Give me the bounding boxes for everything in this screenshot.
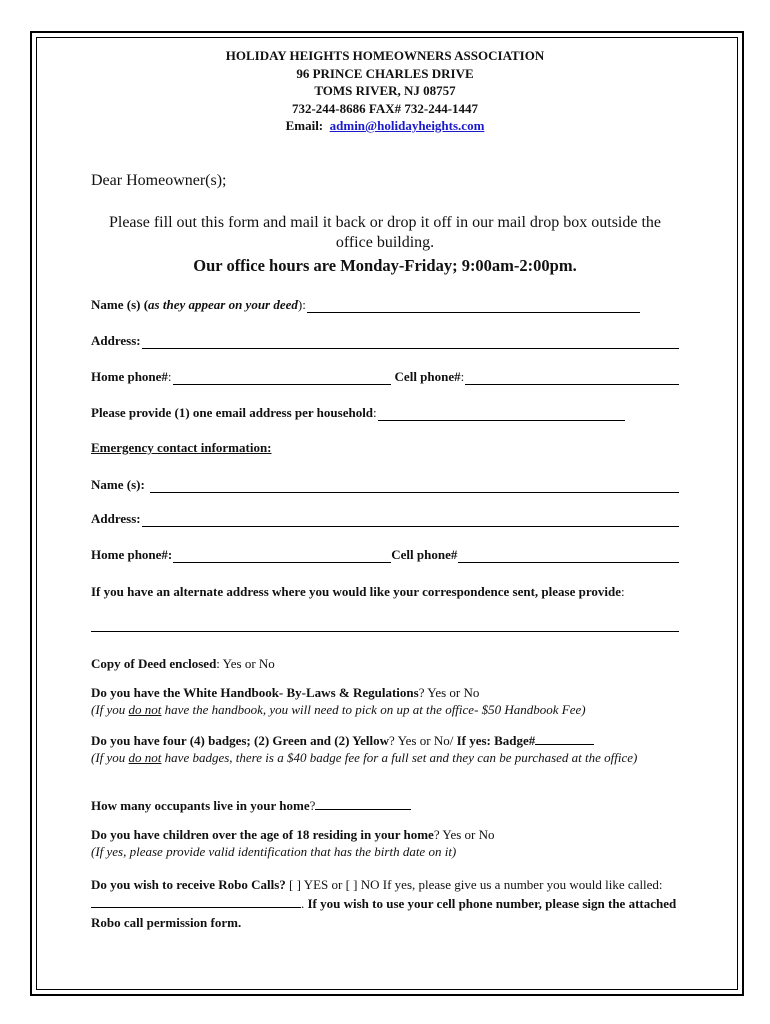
emergency-name-label: Name (s): [91, 477, 145, 492]
occupants-question: How many occupants live in your home? [91, 797, 679, 814]
badges-question: Do you have four (4) badges; (2) Green and (2) Yellow? Yes or No/ If yes: Badge# (If you do not have badges, there is a $40 badge fee for a full set and they can be purchased at the office) [91, 733, 638, 765]
children-question: Do you have children over the age of 18 residing in your home? Yes or No (If yes, please provide valid identification that has the birth date on it) [91, 827, 495, 859]
owner-address-field [91, 333, 679, 349]
owner-name-field [91, 297, 679, 313]
badge-number-line[interactable] [535, 733, 594, 745]
owner-name-label: Name (s) (as they appear on your deed): [91, 297, 306, 312]
org-name: HOLIDAY HEIGHTS HOMEOWNERS ASSOCIATION [225, 48, 545, 63]
robo-call-question: Do you wish to receive Robo Calls? [ ] YES or [ ] NO If yes, please give us a number you would like called:. If you wish to use your cell phone number, please sign the attached Robo call permission form. [91, 877, 677, 930]
intro-text: Please fill out this form and mail it back or drop it off in our mail drop box outside the office building. [108, 214, 662, 251]
owner-name-line[interactable] [307, 301, 640, 313]
salutation: Dear Homeowner(s); [91, 172, 227, 189]
robo-number-line[interactable] [91, 896, 301, 908]
owner-email-field [91, 405, 679, 421]
owner-address-line[interactable] [142, 337, 679, 349]
emergency-address-field [91, 511, 679, 527]
alternate-address-line[interactable] [91, 631, 679, 632]
email-label: Email: [285, 118, 324, 133]
owner-home-phone-label: Home phone#: [91, 369, 172, 384]
emergency-name-line[interactable] [150, 481, 679, 493]
emergency-home-phone-line[interactable] [173, 551, 391, 563]
emergency-heading: Emergency contact information: [91, 440, 272, 455]
owner-home-phone-line[interactable] [173, 373, 391, 385]
org-email-row [0, 117, 770, 135]
occupants-line[interactable] [315, 798, 411, 810]
owner-email-label: Please provide (1) one email address per household: [91, 405, 377, 420]
owner-cell-phone-label: Cell phone#: [394, 369, 465, 384]
owner-email-line[interactable] [378, 409, 625, 421]
owner-address-label: Address: [91, 333, 141, 348]
handbook-note: (If you do not have the handbook, you will need to pick on up at the office- $50 Handbook Fee) [91, 702, 586, 717]
org-phones: 732-244-8686 FAX# 732-244-1447 [291, 100, 479, 116]
email-link[interactable]: admin@holidayheights.com [329, 118, 485, 133]
badges-note: (If you do not have badges, there is a $40 badge fee for a full set and they can be purchased at the office) [91, 750, 638, 765]
owner-cell-phone-line[interactable] [465, 373, 679, 385]
emergency-phone-field [91, 547, 679, 563]
emergency-cell-phone-line[interactable] [458, 551, 679, 563]
alternate-address-prompt: If you have an alternate address where you would like your correspondence sent, please provide: [91, 584, 625, 599]
owner-phone-field [91, 369, 679, 385]
emergency-address-line[interactable] [142, 515, 679, 527]
emergency-cell-phone-label: Cell phone# [391, 547, 458, 562]
children-note: (If yes, please provide valid identification that has the birth date on it) [91, 844, 457, 859]
emergency-home-phone-label: Home phone#: [91, 547, 173, 562]
letterhead [0, 47, 770, 135]
org-city: TOMS RIVER, NJ 08757 [314, 83, 456, 98]
emergency-name-field [91, 477, 679, 493]
deed-question: Copy of Deed enclosed: Yes or No [91, 656, 275, 671]
emergency-address-label: Address: [91, 511, 141, 526]
office-hours: Our office hours are Monday-Friday; 9:00am-2:00pm. [193, 256, 577, 275]
handbook-question: Do you have the White Handbook- By-Laws & Regulations? Yes or No (If you do not have the handbook, you will need to pick on up at the office- $50 Handbook Fee) [91, 685, 586, 717]
org-street: 96 PRINCE CHARLES DRIVE [296, 65, 474, 81]
